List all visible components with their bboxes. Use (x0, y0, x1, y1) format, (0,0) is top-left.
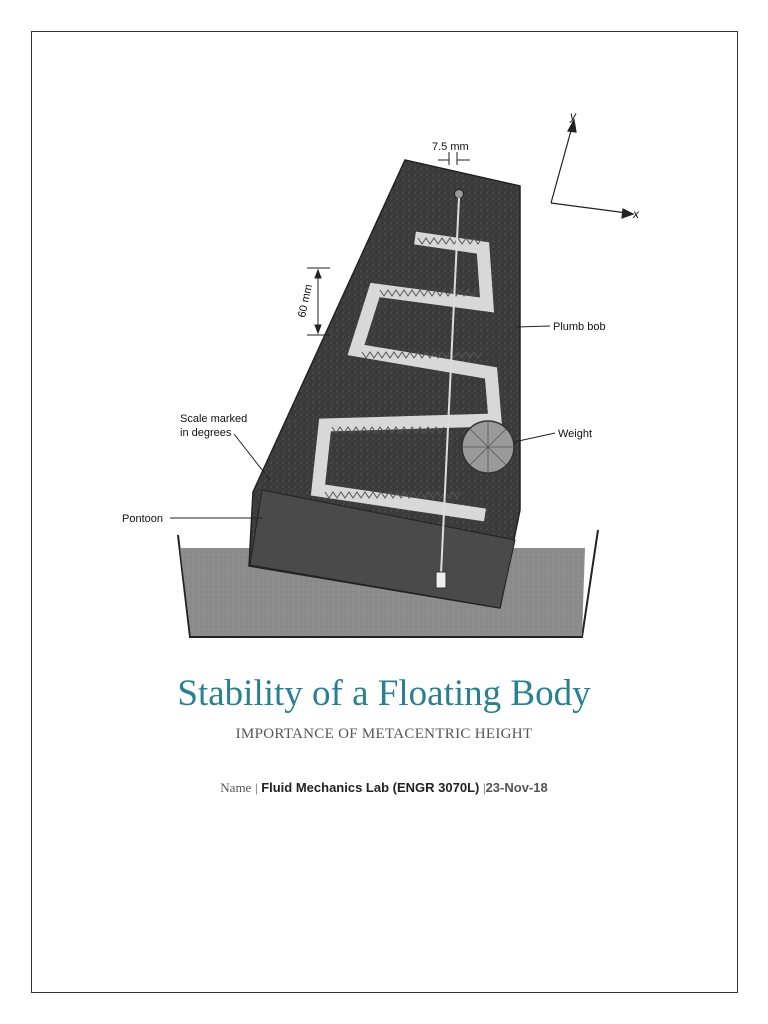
document-subtitle: IMPORTANCE OF METACENTRIC HEIGHT (235, 726, 533, 742)
author-meta (0, 780, 768, 796)
spacing-dimension (438, 152, 470, 165)
document-title: Stability of a Floating Body (177, 673, 591, 714)
author-name: Name (220, 780, 252, 795)
label-plumb-bob: Plumb bob (553, 321, 606, 333)
separator-2: | (482, 780, 486, 795)
label-pontoon: Pontoon (122, 513, 163, 525)
label-axis-y: y (570, 109, 576, 123)
label-spacing: 7.5 mm (432, 141, 469, 153)
label-scale-line2: in degrees (180, 427, 232, 439)
label-weight: Weight (558, 428, 593, 440)
label-scale-line1: Scale marked (180, 413, 248, 425)
axes (551, 120, 633, 218)
pontoon-body (249, 160, 520, 608)
weight (462, 421, 514, 473)
label-height: 60 mm (296, 283, 315, 319)
separator: | (254, 780, 258, 795)
document-date: 23-Nov-18 (485, 780, 548, 795)
label-axis-x: x (633, 207, 639, 221)
course-name: Fluid Mechanics Lab (ENGR 3070L) (261, 780, 480, 795)
